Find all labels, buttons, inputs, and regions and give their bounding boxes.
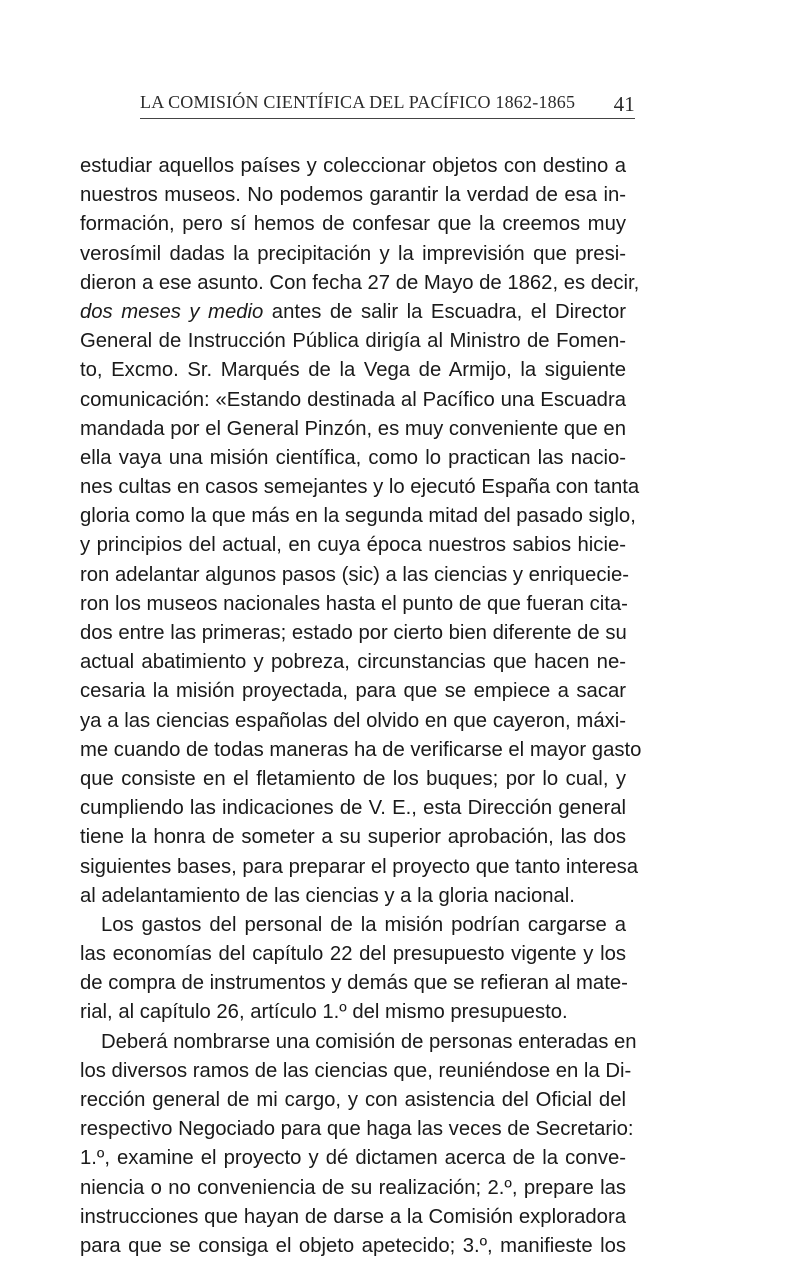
text-line: dieron a ese asunto. Con fecha 27 de Mayo de 1862, es decir, (80, 271, 640, 294)
text-line: respectivo Negociado para que haga las veces de Secretario: (80, 1118, 634, 1141)
text-line: cesaria la misión proyectada, para que se empiece a sacar (80, 680, 626, 703)
text-line: verosímil dadas la precipitación y la imprevisión que presi- (80, 242, 626, 265)
text-line: al adelantamiento de las ciencias y a la gloria nacional. (80, 884, 575, 907)
text-line: ella vaya una misión científica, como lo practican las nacio- (80, 446, 626, 469)
text-line: Los gastos del personal de la misión podrían cargarse a (101, 913, 626, 936)
text-line: 1.º, examine el proyecto y dé dictamen acerca de la conve- (80, 1147, 626, 1170)
text-line: siguientes bases, para preparar el proyecto que tanto interesa (80, 855, 639, 878)
text-line: mandada por el General Pinzón, es muy conveniente que en (80, 417, 626, 440)
text-line: actual abatimiento y pobreza, circunstancias que hacen ne- (80, 651, 626, 674)
text-line: nes cultas en casos semejantes y lo ejecutó España con tanta (80, 476, 640, 499)
line-continuation: antes de salir la Escuadra, el Director (263, 300, 626, 323)
text-line: to, Excmo. Sr. Marqués de la Vega de Armijo, la siguiente (80, 359, 626, 382)
italic-phrase: dos meses y medio (80, 300, 264, 323)
header-rule (140, 118, 635, 119)
text-line: nuestros museos. No podemos garantir la verdad de esa in- (80, 184, 626, 207)
text-line: Deberá nombrarse una comisión de personas enteradas en (101, 1030, 637, 1053)
text-line: niencia o no conveniencia de su realización; 2.º, prepare las (80, 1176, 626, 1199)
text-line: dos entre las primeras; estado por cierto bien diferente de su (80, 622, 627, 644)
text-line: me cuando de todas maneras ha de verificarse el mayor gasto (80, 738, 642, 761)
text-line: ya a las ciencias españolas del olvido en que cayeron, máxi- (80, 709, 626, 732)
text-line: comunicación: «Estando destinada al Pacífico una Escuadra (80, 388, 626, 411)
text-line: instrucciones que hayan de darse a la Comisión exploradora (80, 1205, 626, 1228)
running-title: LA COMISIÓN CIENTÍFICA DEL PACÍFICO 1862-1865 (140, 92, 576, 112)
text-line: de compra de instrumentos y demás que se refieran al mate- (80, 972, 628, 995)
text-line: ron adelantar algunos pasos (sic) a las ciencias y enriquecie- (80, 563, 630, 586)
text-line: las economías del capítulo 22 del presupuesto vigente y los (80, 943, 626, 966)
text-line: gloria como la que más en la segunda mitad del pasado siglo, (80, 505, 636, 528)
page-number: 41 (613, 92, 635, 116)
text-line: estudiar aquellos países y coleccionar objetos con destino a (80, 155, 626, 177)
text-line: rial, al capítulo 26, artículo 1.º del mismo presupuesto. (80, 1001, 568, 1024)
body-text (80, 152, 642, 1261)
text-line: que consiste en el fletamiento de los buques; por lo cual, y (80, 767, 626, 790)
running-head (140, 88, 635, 118)
text-line: cumpliendo las indicaciones de V. E., esta Dirección general (80, 797, 626, 820)
text-line: los diversos ramos de las ciencias que, reuniéndose en la Di- (80, 1059, 632, 1082)
text-line: y principios del actual, en cuya época nuestros sabios hicie- (80, 534, 626, 557)
text-line-italic-phrase (80, 298, 626, 327)
text-line: General de Instrucción Pública dirigía al Ministro de Fomen- (80, 330, 626, 353)
text-line: ron los museos nacionales hasta el punto de que fueran cita- (80, 592, 628, 615)
text-line: tiene la honra de someter a su superior aprobación, las dos (80, 826, 626, 849)
text-line: rección general de mi cargo, y con asistencia del Oficial del (80, 1089, 626, 1111)
text-line: para que se consiga el objeto apetecido; 3.º, manifieste los (80, 1234, 626, 1257)
text-line: formación, pero sí hemos de confesar que la creemos muy (80, 213, 626, 236)
